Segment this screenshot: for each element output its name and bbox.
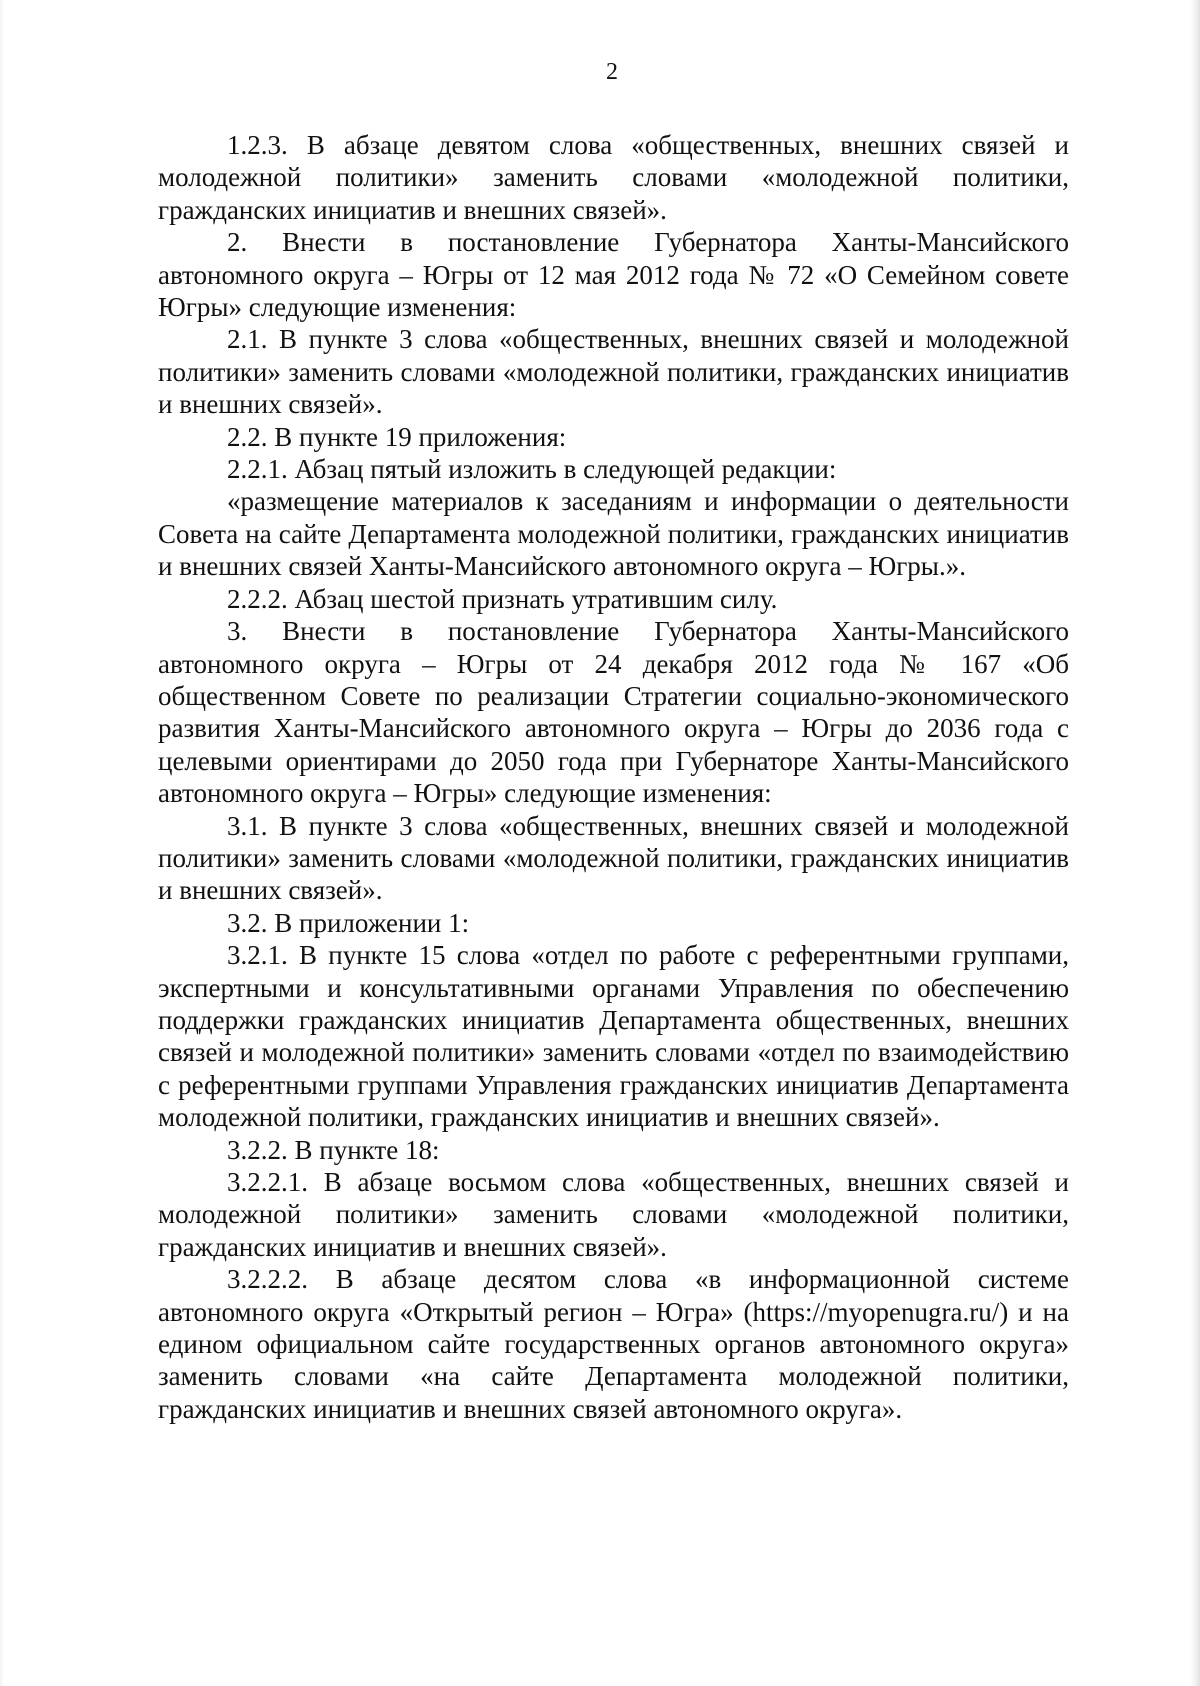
scan-edge-left <box>0 0 4 1686</box>
document-body <box>158 129 1069 1425</box>
page-number: 2 <box>606 59 618 85</box>
paragraph-3-2-2: 3.2.2. В пункте 18: <box>227 1134 440 1165</box>
paragraph-3-1: 3.1. В пункте 3 слова «общественных, внешних связей и молодежной политики» заменить словами «молодежной политики, гражданских инициатив и внешних связей». <box>158 810 1069 906</box>
paragraph-2-1: 2.1. В пункте 3 слова «общественных, внешних связей и молодежной политики» заменить словами «молодежной политики, гражданских инициатив и внешних связей». <box>158 324 1069 420</box>
paragraph-2-2-2: 2.2.2. Абзац шестой признать утратившим силу. <box>227 583 778 614</box>
paragraph-2-2-1: 2.2.1. Абзац пятый изложить в следующей редакции: <box>227 454 837 485</box>
paragraph-3-2-2-2: 3.2.2.2. В абзаце десятом слова «в информационной системе автономного округа «Открытый регион – Югра» (https://myopenugra.ru/) и на едином официальном сайте государственных органов автономного округа» заменить словами «на сайте Департамента молодежной политики, гражданских инициатив и внешних связей автономного округа». <box>158 1264 1069 1424</box>
paragraph-2: 2. Внести в постановление Губернатора Ханты-Мансийского автономного округа – Югры от 12 мая 2012 года № 72 «О Семейном совете Югры» следующие изменения: <box>158 227 1069 323</box>
scan-edge-right <box>1190 0 1200 1686</box>
paragraph-2-2: 2.2. В пункте 19 приложения: <box>227 421 567 452</box>
paragraph-3-2: 3.2. В приложении 1: <box>227 907 470 938</box>
paragraph-3: 3. Внести в постановление Губернатора Ханты-Мансийского автономного округа – Югры от 24 декабря 2012 года № 167 «Об общественном Совете по реализации Стратегии социально-экономического развития Ханты-Мансийского автономного округа – Югры до 2036 года с целевыми ориентирами до 2050 года при Губернаторе Ханты-Мансийского автономного округа – Югры» следующие изменения: <box>158 616 1069 809</box>
paragraph-1-2-3: 1.2.3. В абзаце девятом слова «общественных, внешних связей и молодежной политики» заменить словами «молодежной политики, гражданских инициатив и внешних связей». <box>158 130 1069 225</box>
paragraph-quoted-text: «размещение материалов к заседаниям и информации о деятельности Совета на сайте Департамента молодежной политики, гражданских инициатив и внешних связей Ханты-Мансийского автономного округа – Югры.». <box>158 486 1069 582</box>
paragraph-3-2-2-1: 3.2.2.1. В абзаце восьмом слова «общественных, внешних связей и молодежной политики» заменить словами «молодежной политики, гражданских инициатив и внешних связей». <box>158 1167 1069 1262</box>
paragraph-3-2-1: 3.2.1. В пункте 15 слова «отдел по работе с референтными группами, экспертными и консультативными органами Управления по обеспечению поддержки гражданских инициатив Департамента общественных, внешних связей и молодежной политики» заменить словами «отдел по взаимодействию с референтными группами Управления гражданских инициатив Департамента молодежной политики, гражданских инициатив и внешних связей». <box>158 940 1069 1133</box>
